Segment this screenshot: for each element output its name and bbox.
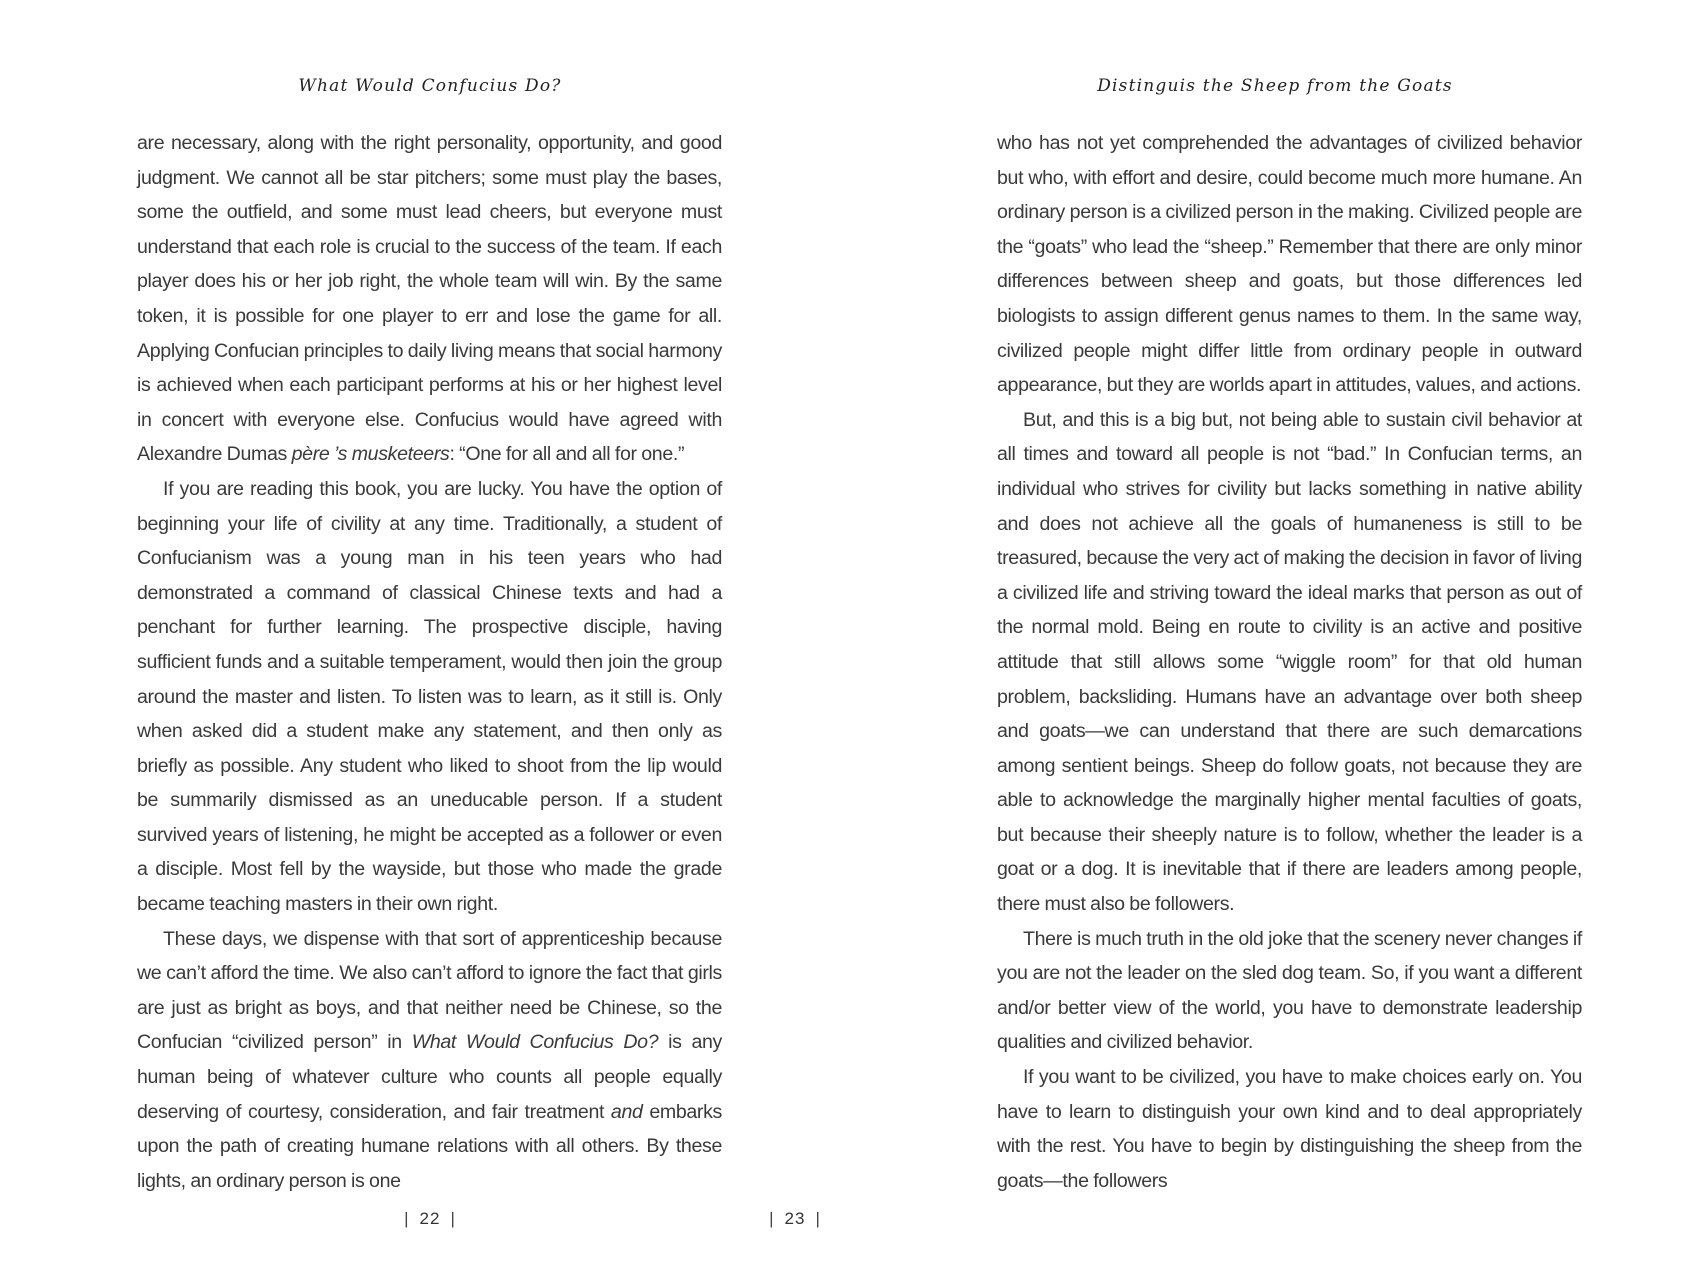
folio-bar: | <box>450 1209 456 1228</box>
paragraph-text: But, and this is a big but, not being able to sustain civil behavior at all times and toward all people is not “bad.” In Confucian terms, an individual who strives for civility but lacks something in native ability and does not achieve all the goals of humaneness is still to be treasured, because the very act of making the decision in favor of living a civilized life and striving toward the ideal marks that person as out of the normal mold. Being en route to civility is an active and positive attitude that still allows some “wiggle room” for that old human problem, backsliding. Humans have an advantage over both sheep and goats—we can understand that there are such demarcations among sentient beings. Sheep do follow goats, not because they are able to acknowledge the marginally higher mental faculties of goats, but because their sheeply nature is to follow, whether the leader is a goat or a dog. It is inevitable that if there are leaders among people, there must also be followers. <box>997 408 1582 916</box>
paragraph-text: There is much truth in the old joke that the scenery never changes if you are not the leader on the sled dog team. So, if you want a different and/or better view of the world, you have to demonstrate leadership qualities and civilized behavior. <box>997 927 1582 1054</box>
paragraph <box>137 126 722 472</box>
paragraph <box>997 922 1582 1060</box>
paragraph-text: These days, we dispense with that sort of apprenticeship because we can’t afford the time. We also can’t afford to ignore the fact that girls are just as bright as boys, and that neither need be Chinese, so the Confucian “civilized person” in <box>137 927 722 1054</box>
book-title-italic: What Would Confucius Do? <box>411 1031 659 1054</box>
paragraph-text: who has not yet comprehended the advantages of civilized behavior but who, with effort and desire, could become much more humane. An ordinary person is a civilized person in the making. Civilized people are the “goats” who lead the “sheep.” Remember that there are only minor differences between sheep and goats, but those differences led biologists to assign different genus names to them. In the same way, civilized people might differ little from ordinary people in outward appearance, but they are worlds apart in attitudes, values, and actions. <box>997 132 1582 397</box>
paragraph-text: If you are reading this book, you are lucky. You have the option of beginning your life of civility at any time. Traditionally, a student of Confucianism was a young man in his teen years who had demonstrated a command of classical Chinese texts and had a penchant for further learning. The prospective disciple, having sufficient funds and a suitable temperament, would then join the group around the master and listen. To listen was to learn, as it still is. Only when asked did a student make any statement, and then only as briefly as possible. Any student who liked to shoot from the lip would be summarily dismissed as an uneducable person. If a student survived years of listening, he might be accepted as a follower or even a disciple. Most fell by the wayside, but those who made the grade became teaching masters in their own right. <box>137 477 722 916</box>
paragraph-text: If you want to be civilized, you have to make choices early on. You have to learn to distinguish your own kind and to deal appropriately with the rest. You have to begin by distinguishing the sheep from the goats—the followers <box>997 1066 1582 1192</box>
paragraph-text: : “One for all and all for one.” <box>449 443 685 466</box>
folio-bar: | <box>769 1209 775 1228</box>
paragraph-text: are necessary, along with the right personality, opportunity, and good judgment. We cannot all be star pitchers; some must play the bases, some the outfield, and some must lead cheers, but everyone must understand that each role is crucial to the success of the team. If each player does his or her job right, the whole team will win. By the same token, it is possible for one player to err and lose the game for all. Applying Confucian principles to daily living means that social harmony is achieved when each participant performs at his or her highest level in concert with everyone else. Confucius would have agreed with Alexandre Dumas <box>137 132 722 466</box>
page-number <box>0 1209 1590 1229</box>
paragraph-text: embarks upon the path of creating humane relations with all others. By these lights, an ordinary person is one <box>137 1100 722 1192</box>
folio-bar: | <box>815 1209 821 1228</box>
running-head: Distinguis the Sheep from the Goats <box>1097 76 1453 96</box>
italic-text: and <box>610 1100 643 1123</box>
body-text <box>137 126 722 1198</box>
right-page <box>769 0 1700 1275</box>
paragraph-text: is any human being of whatever culture who counts all people equally deserving of courtesy, consideration, and fair treatment <box>137 1031 722 1123</box>
folio-bar: | <box>404 1209 410 1228</box>
paragraph <box>997 403 1582 922</box>
running-head: What Would Confucius Do? <box>298 76 562 96</box>
paragraph <box>137 472 722 922</box>
paragraph <box>997 1060 1582 1198</box>
paragraph <box>997 126 1582 403</box>
body-text <box>997 126 1582 1198</box>
paragraph <box>137 922 722 1199</box>
page-number-text: 22 <box>419 1209 441 1228</box>
page-number-text: 23 <box>784 1209 806 1228</box>
italic-text: père ’s musketeers <box>291 443 450 466</box>
